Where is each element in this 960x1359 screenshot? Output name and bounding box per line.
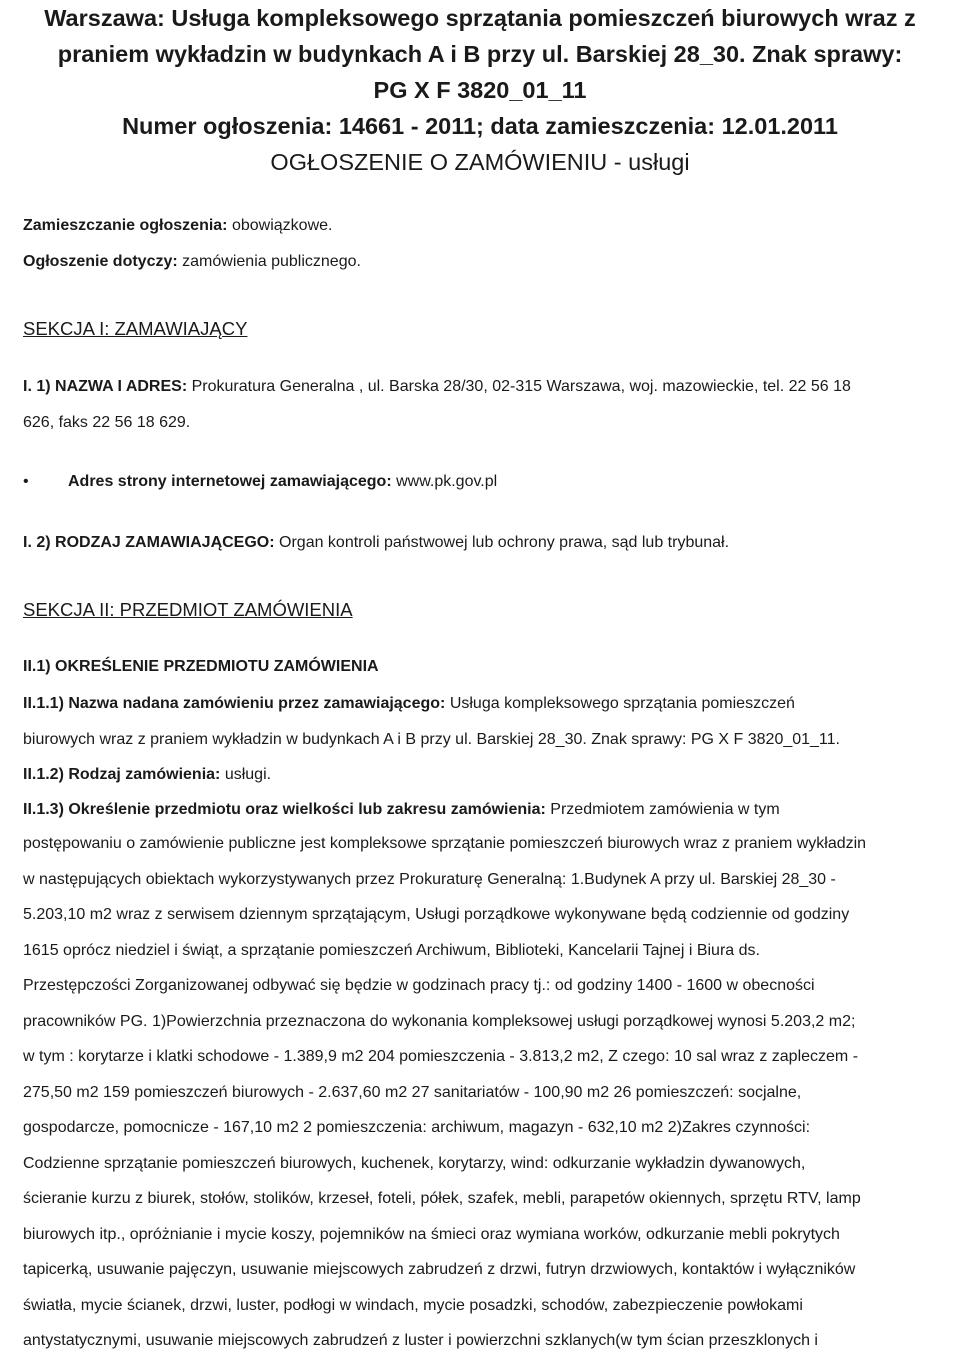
concerns-value: zamówienia publicznego. xyxy=(182,253,361,270)
contracting-type-value: Organ kontroli państwowej lub ochrony prawa, sąd lub trybunał. xyxy=(279,534,730,551)
scope-line: gospodarcze, pomocnicze - 167,10 m2 2 pomieszczenia: archiwum, magazyn - 632,10 m2 2)Zakres czynności: xyxy=(23,1119,811,1136)
title-line-3: PG X F 3820_01_11 xyxy=(373,77,587,103)
title-line-2: praniem wykładzin w budynkach A i B przy ul. Barskiej 28_30. Znak sprawy: xyxy=(57,41,903,67)
scope-line: 1615 oprócz niedziel i świąt, a sprzątanie pomieszczeń Archiwum, Biblioteki, Kancelarii Tajnej i Biura ds. xyxy=(23,941,760,959)
scope-value-0: Przedmiotem zamówienia w tym xyxy=(550,801,780,818)
order-kind-label: II.1.2) Rodzaj zamówienia: xyxy=(23,766,221,783)
order-name-label: II.1.1) Nazwa nadana zamówieniu przez zamawiającego: xyxy=(23,695,446,712)
contracting-name-row-2: 626, faks 22 56 18 629. xyxy=(23,414,191,431)
scope-line: antystatycznymi, usuwanie miejscowych zabrudzeń z luster i powierzchni szklanych(w tym ścian przeszklonych i xyxy=(23,1332,818,1349)
notice-subtitle: OGŁOSZENIE O ZAMÓWIENIU - usługi xyxy=(270,149,690,175)
placement-row xyxy=(23,216,332,236)
notice-title xyxy=(0,0,960,144)
order-kind-value: usługi. xyxy=(224,766,272,783)
order-name-row-2: biurowych wraz z praniem wykładzin w budynkach A i B przy ul. Barskiej 28_30. Znak sprawy: PG X F 3820_01_11. xyxy=(23,731,840,748)
placement-value: obowiązkowe. xyxy=(231,217,333,234)
scope-line: 275,50 m2 159 pomieszczeń biurowych - 2.637,60 m2 27 sanitariatów - 100,90 m2 26 pomieszczeń: socjalne, xyxy=(23,1083,802,1101)
scope-line: ścieranie kurzu z biurek, stołów, stolików, krzeseł, foteli, półek, szafek, mebli, parapetów okiennych, sprzętu RTV, lamp xyxy=(23,1190,861,1207)
contracting-name-value-1: Prokuratura Generalna , ul. Barska 28/30, 02-315 Warszawa, woj. mazowieckie, tel. 22 56 18 xyxy=(191,378,851,395)
contracting-type-label: I. 2) RODZAJ ZAMAWIAJĄCEGO: xyxy=(23,534,275,551)
scope-row xyxy=(23,800,780,820)
scope-line: światła, mycie ścianek, drzwi, luster, podłogi w windach, mycie posadzki, schodów, zabezpieczenie powłokami xyxy=(23,1296,803,1314)
website-label: Adres strony internetowej zamawiającego: xyxy=(68,473,392,490)
scope-label: II.1.3) Określenie przedmiotu oraz wielkości lub zakresu zamówienia: xyxy=(23,801,546,818)
order-name-value-1: Usługa kompleksowego sprzątania pomieszczeń xyxy=(449,695,795,712)
bullet-icon: • xyxy=(23,473,29,490)
contracting-name-label: I. 1) NAZWA I ADRES: xyxy=(23,378,188,395)
scope-line: Codzienne sprzątanie pomieszczeń biurowych, kuchenek, korytarzy, wind: odkurzanie wykładzin dywanowych, xyxy=(23,1154,806,1172)
scope-line: w następujących obiektach wykorzystywanych przez Prokuraturę Generalną: 1.Budynek A przy ul. Barskiej 28_30 - xyxy=(23,870,836,888)
scope-paragraph xyxy=(23,826,960,1359)
website-link[interactable]: www.pk.gov.pl xyxy=(396,473,498,490)
concerns-label: Ogłoszenie dotyczy: xyxy=(23,253,178,270)
scope-line: w tym : korytarze i klatki schodowe - 1.389,9 m2 204 pomieszczenia - 3.813,2 m2, Z czego: 10 sal wraz z zapleczem - xyxy=(23,1048,859,1065)
scope-line: tapicerką, usuwanie pajęczyn, usuwanie miejscowych zabrudzeń z drzwi, futryn drzwiowych, kontaktów i wyłączników xyxy=(23,1261,856,1278)
placement-label: Zamieszczanie ogłoszenia: xyxy=(23,217,228,234)
subject-definition-heading: II.1) OKREŚLENIE PRZEDMIOTU ZAMÓWIENIA xyxy=(23,658,379,675)
website-text xyxy=(68,472,497,492)
concerns-row xyxy=(23,252,361,272)
section-2-heading: SEKCJA II: PRZEDMIOT ZAMÓWIENIA xyxy=(23,599,353,620)
order-kind-row xyxy=(23,765,271,785)
contracting-type-row xyxy=(23,533,729,553)
scope-line: biurowych itp., opróżnianie i mycie koszy, pojemników na śmieci oraz wymiana worków, odkurzanie mebli pokrytych xyxy=(23,1225,840,1243)
scope-line: 5.203,10 m2 wraz z serwisem dziennym sprzątającym, Usługi porządkowe wykonywane będą codziennie od godziny xyxy=(23,906,850,923)
contracting-name-row xyxy=(23,377,851,397)
order-name-row xyxy=(23,694,795,714)
scope-line: pracowników PG. 1)Powierzchnia przeznaczona do wykonania kompleksowej usługi porządkowej wynosi 5.203,2 m2; xyxy=(23,1012,856,1030)
title-line-4: Numer ogłoszenia: 14661 - 2011; data zamieszczenia: 12.01.2011 xyxy=(122,113,838,139)
scope-line: Przestępczości Zorganizowanej odbywać się będzie w godzinach pracy tj.: od godziny 1400 - 1600 w obecności xyxy=(23,977,815,994)
section-1-heading: SEKCJA I: ZAMAWIAJĄCY xyxy=(23,318,248,339)
scope-line: postępowaniu o zamówienie publiczne jest kompleksowe sprzątanie pomieszczeń biurowych wraz z praniem wykładzin xyxy=(23,835,867,852)
title-line-1: Warszawa: Usługa kompleksowego sprzątania pomieszczeń biurowych wraz z xyxy=(44,5,916,31)
